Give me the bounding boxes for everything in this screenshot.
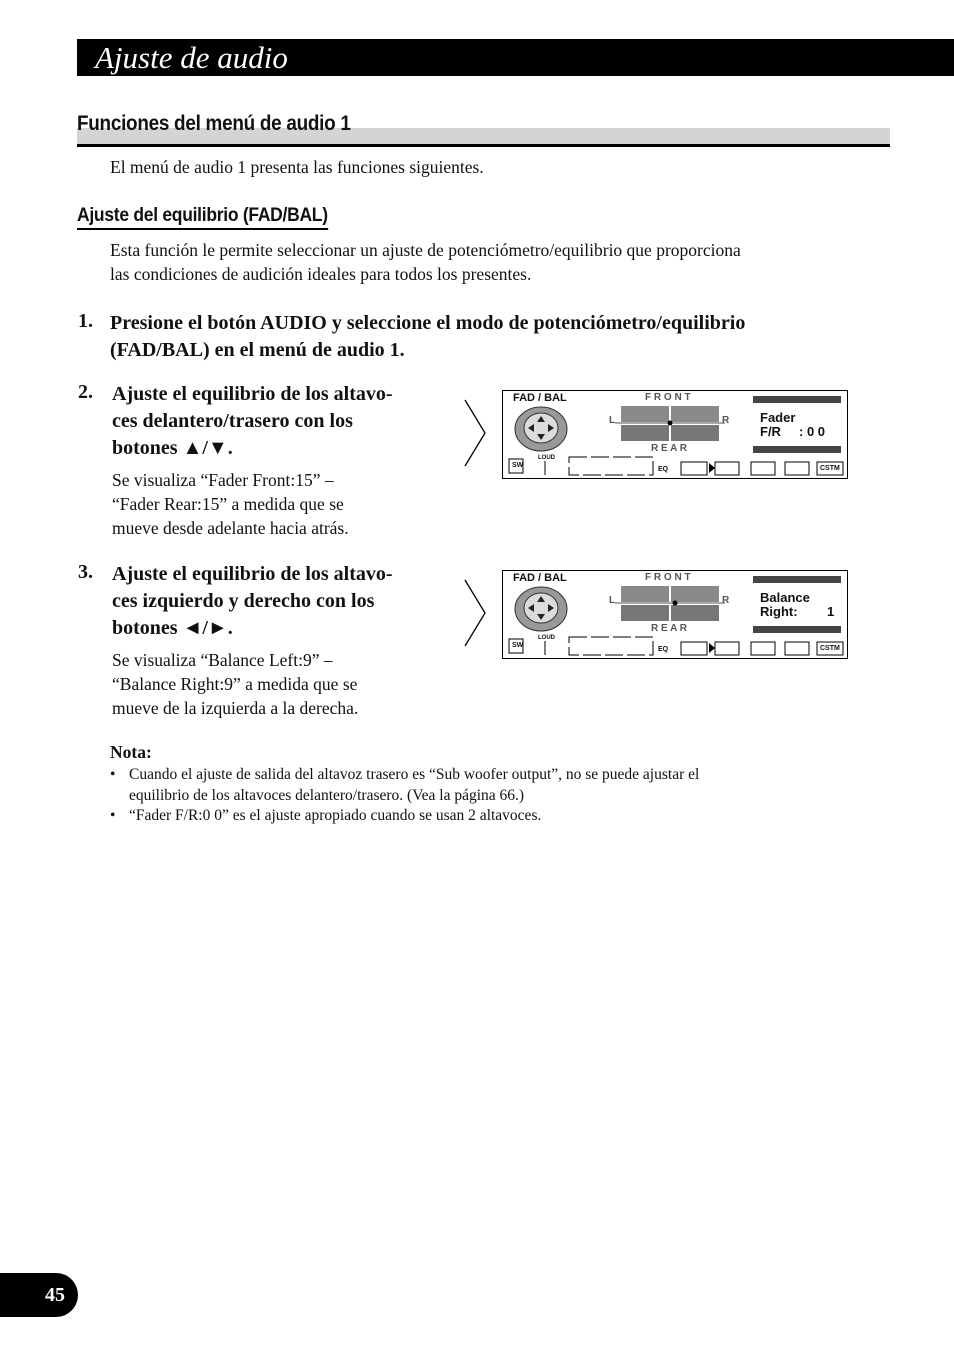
step-3-line2: ces izquierdo y derecho con los xyxy=(112,590,375,612)
lcd-mode-label: FAD / BAL xyxy=(513,572,567,584)
section-intro: El menú de audio 1 presenta las funciones siguientes. xyxy=(110,157,484,177)
lcd-display-fader xyxy=(502,390,848,479)
step-2-line2: ces delantero/trasero con los xyxy=(112,410,353,432)
step-2-desc2: “Fader Rear:15” a medida que se xyxy=(112,494,344,514)
lcd-cstm-label: CSTM xyxy=(820,645,840,652)
subsection-desc-line1: Esta función le permite seleccionar un ajuste de potenciómetro/equilibrio que proporciona xyxy=(110,240,741,260)
lcd-display-balance xyxy=(502,570,848,659)
lcd-left-label: L xyxy=(609,595,616,606)
step-3-line3: botones ◄/►. xyxy=(112,617,233,639)
lcd-front-label: F R O N T xyxy=(645,572,691,583)
step-3-desc2: “Balance Right:9” a medida que se xyxy=(112,674,358,694)
lcd-readout-value: 1 xyxy=(827,604,835,619)
lcd-readout-label1: Balance xyxy=(760,590,810,605)
step-2-line3: botones ▲/▼. xyxy=(112,437,233,459)
lcd-readout-label2: Right: xyxy=(760,604,798,619)
lcd-right-label: R xyxy=(722,415,730,426)
step-3-line1: Ajuste el equilibrio de los altavo- xyxy=(112,563,393,585)
step-2-line1: Ajuste el equilibrio de los altavo- xyxy=(112,383,393,405)
lcd-loud-label: LOUD xyxy=(538,635,555,641)
step-3-desc3: mueve de la izquierda a la derecha. xyxy=(112,698,359,718)
header-banner xyxy=(77,39,954,76)
lcd-sw-label: SW xyxy=(512,462,524,469)
step-2-desc1: Se visualiza “Fader Front:15” – xyxy=(112,470,334,490)
note-heading: Nota: xyxy=(110,742,152,762)
pointer-chevron-icon xyxy=(462,398,488,468)
section-heading-rule xyxy=(77,144,890,147)
bullet-icon: • xyxy=(110,766,116,783)
bullet-icon: • xyxy=(110,807,116,824)
lcd-right-label: R xyxy=(722,595,730,606)
pointer-chevron-icon xyxy=(462,578,488,648)
lcd-cstm-label: CSTM xyxy=(820,465,840,472)
note-bullet-1-line2: equilibrio de los altavoces delantero/trasero. (Vea la página 66.) xyxy=(129,787,525,804)
lcd-readout-label2: F/R xyxy=(760,424,781,439)
step-2-desc3: mueve desde adelante hacia atrás. xyxy=(112,518,349,538)
lcd-mode-label: FAD / BAL xyxy=(513,392,567,404)
subsection-heading: Ajuste del equilibrio (FAD/BAL) xyxy=(77,205,328,230)
page-number-tab xyxy=(0,1273,78,1317)
step-3-number: 3. xyxy=(78,561,93,583)
lcd-front-label: F R O N T xyxy=(645,392,691,403)
lcd-left-label: L xyxy=(609,415,616,426)
step-2-number: 2. xyxy=(78,381,93,403)
lcd-readout-value: : 0 0 xyxy=(799,424,826,439)
subsection-desc-line2: las condiciones de audición ideales para todos los presentes. xyxy=(110,264,532,284)
lcd-eq-label: EQ xyxy=(658,646,669,653)
section-heading: Funciones del menú de audio 1 xyxy=(77,112,351,135)
lcd-sw-label: SW xyxy=(512,642,524,649)
lcd-rear-label: R E A R xyxy=(651,623,687,634)
note-bullet-1-line1: Cuando el ajuste de salida del altavoz trasero es “Sub woofer output”, no se puede ajustar el xyxy=(129,766,700,783)
step-1-line1: Presione el botón AUDIO y seleccione el modo de potenciómetro/equilibrio xyxy=(110,312,746,334)
note-bullet-2: “Fader F/R:0 0” es el ajuste apropiado cuando se usan 2 altavoces. xyxy=(129,807,542,824)
step-3-desc1: Se visualiza “Balance Left:9” – xyxy=(112,650,333,670)
step-1-number: 1. xyxy=(78,310,93,332)
lcd-rear-label: R E A R xyxy=(651,443,687,454)
lcd-graphics xyxy=(503,391,847,478)
lcd-readout-label1: Fader xyxy=(760,410,796,425)
page-title: Ajuste de audio xyxy=(95,40,288,75)
step-1-line2: (FAD/BAL) en el menú de audio 1. xyxy=(110,339,405,361)
page-number: 45 xyxy=(45,1284,65,1306)
lcd-loud-label: LOUD xyxy=(538,455,555,461)
lcd-eq-label: EQ xyxy=(658,466,669,473)
